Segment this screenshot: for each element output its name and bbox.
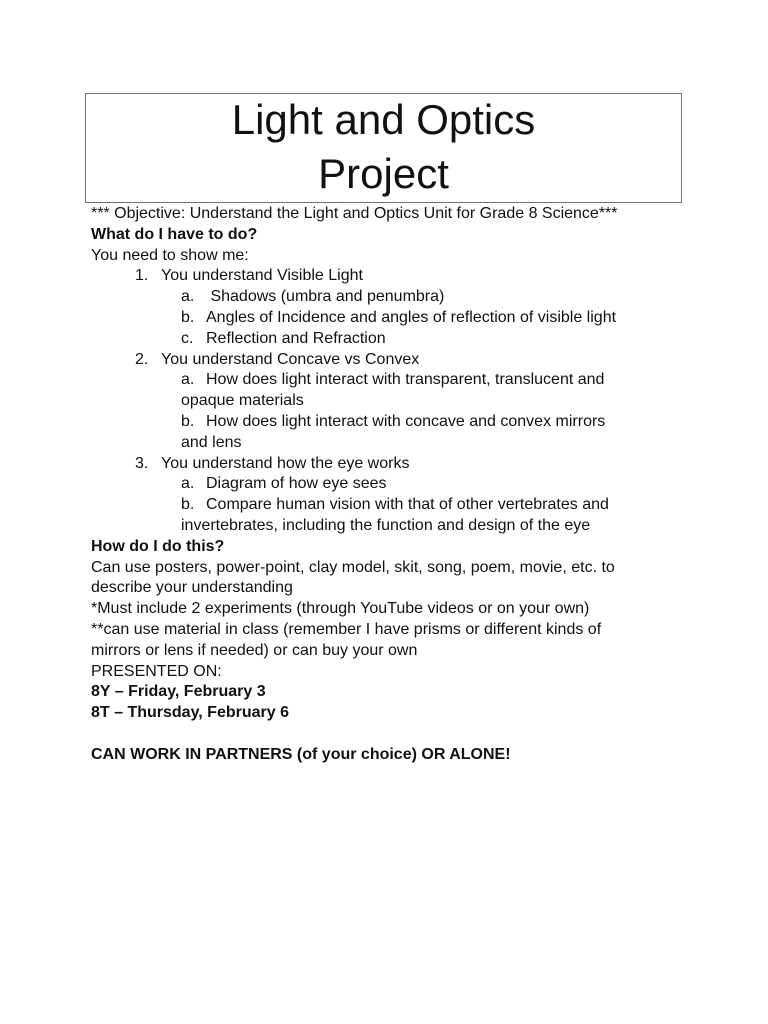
sub-item-text: Diagram of how eye sees xyxy=(206,475,387,493)
sub-letter: a. xyxy=(181,475,195,493)
sub-item-1a xyxy=(91,287,711,308)
sub-item-1c xyxy=(91,329,711,350)
sub-letter: a. xyxy=(181,371,195,389)
list-item-text: You understand Concave vs Convex xyxy=(161,350,420,368)
sub-item-3b xyxy=(91,495,711,516)
what-heading: What do I have to do? xyxy=(91,225,258,243)
sub-letter: c. xyxy=(181,329,194,347)
sub-letter: a. xyxy=(181,288,195,306)
how-line-4: **can use material in class (remember I have prisms or different kinds of xyxy=(91,620,602,638)
sub-item-3a xyxy=(91,474,711,495)
list-item-3 xyxy=(91,454,711,475)
sub-item-text: How does light interact with concave and convex mirrors xyxy=(206,412,606,430)
sub-item-2b xyxy=(91,412,711,433)
show-me-intro: You need to show me: xyxy=(91,246,249,264)
list-item-1 xyxy=(91,266,711,287)
sub-item-text: How does light interact with transparent, translucent and xyxy=(206,371,605,389)
how-line-2: describe your understanding xyxy=(91,579,293,597)
list-number: 2. xyxy=(135,350,149,368)
date-8y: 8Y – Friday, February 3 xyxy=(91,683,266,701)
how-line-1: Can use posters, power-point, clay model, skit, song, poem, movie, etc. to xyxy=(91,558,615,576)
list-number: 3. xyxy=(135,454,149,472)
list-item-text: You understand how the eye works xyxy=(161,454,410,472)
list-number: 1. xyxy=(135,267,149,285)
how-heading: How do I do this? xyxy=(91,537,225,555)
sub-item-text: Compare human vision with that of other vertebrates and xyxy=(206,496,609,514)
sub-item-1b xyxy=(91,308,711,329)
presented-on-label: PRESENTED ON: xyxy=(91,662,222,680)
how-line-5: mirrors or lens if needed) or can buy your own xyxy=(91,641,418,659)
blank-line xyxy=(91,724,711,745)
sub-item-text: Shadows (umbra and penumbra) xyxy=(206,288,445,306)
closing-note: CAN WORK IN PARTNERS (of your choice) OR ALONE! xyxy=(91,745,511,763)
title-box xyxy=(85,93,682,203)
sub-item-text: Angles of Incidence and angles of reflection of visible light xyxy=(206,308,617,326)
objective: *** Objective: Understand the Light and Optics Unit for Grade 8 Science*** xyxy=(91,205,618,222)
sub-item-2b-continued: and lens xyxy=(181,433,242,451)
date-8t: 8T – Thursday, February 6 xyxy=(91,704,289,722)
list-item-2 xyxy=(91,350,711,371)
sub-item-3b-continued: invertebrates, including the function and design of the eye xyxy=(181,516,591,534)
how-line-3: *Must include 2 experiments (through YouTube videos or on your own) xyxy=(91,600,590,618)
title-line-2: Project xyxy=(318,150,449,197)
sub-letter: b. xyxy=(181,412,195,430)
sub-item-2a-continued: opaque materials xyxy=(181,392,304,410)
sub-item-text: Reflection and Refraction xyxy=(206,329,386,347)
sub-letter: b. xyxy=(181,308,195,326)
sub-item-2a xyxy=(91,370,711,391)
document-body xyxy=(91,204,711,766)
list-item-text: You understand Visible Light xyxy=(161,267,363,285)
sub-letter: b. xyxy=(181,496,195,514)
title-line-1: Light and Optics xyxy=(231,96,536,143)
